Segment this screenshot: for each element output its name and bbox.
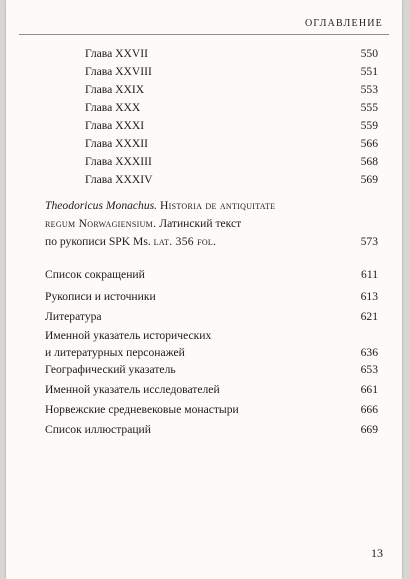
entry-label-line-2: и литературных персонажей [45,346,185,359]
entry-label: Именной указатель исследователей [45,383,220,396]
toc-entry[interactable] [45,327,378,361]
latin-entry-source: по рукописи SPK Ms. [45,235,151,248]
entry-label: Глава XXX [85,101,141,114]
header-rule [19,34,389,35]
entry-page: 661 [360,383,378,396]
entry-page: 555 [360,101,378,114]
page-number: 13 [371,546,383,560]
entry-page: 568 [360,155,378,168]
entry-label-line-1: Именной указатель исторических [45,329,212,342]
entry-label: Глава XXVIII [85,65,152,78]
entry-page: 653 [360,363,378,376]
book-page [6,0,402,579]
latin-entry-line-3 [45,233,378,251]
latin-entry-title-part-2: regum Norwagiensium. [45,217,157,230]
entry-page: 613 [360,290,378,303]
entry-page: 550 [360,47,378,60]
entry-label: Рукописи и источники [45,290,156,303]
entry-page: 559 [360,119,378,132]
entry-page: 551 [360,65,378,78]
entry-page: 636 [360,346,378,359]
entry-page: 669 [360,423,378,436]
latin-entry-line-1 [45,197,378,215]
entry-label: Глава XXVII [85,47,148,60]
entry-page: 666 [360,403,378,416]
entry-label: Список иллюстраций [45,423,151,436]
entry-page: 553 [360,83,378,96]
latin-entry-shelfmark: lat. 356 fol. [153,235,217,248]
entry-label: Глава XXXIV [85,173,153,186]
entry-page: 611 [361,268,378,281]
entry-label: Список сокращений [45,268,145,281]
latin-entry-description: Латинский текст [159,217,242,230]
running-header: ОГЛАВЛЕНИЕ [305,18,383,29]
entry-label: Географический указатель [45,363,176,376]
entry-label: Норвежские средневековые монастыри [45,403,239,416]
latin-entry-author: Theodoricus Monachus. [45,199,158,212]
entry-label: Глава XXIX [85,83,145,96]
entry-label: Глава XXXII [85,137,148,150]
entry-label: Литература [45,310,102,323]
toc-entry-latin-text[interactable] [45,197,378,251]
entry-page: 573 [360,235,378,248]
entry-page: 566 [360,137,378,150]
entry-label: Глава XXXI [85,119,145,132]
entry-page: 621 [360,310,378,323]
entry-page: 569 [360,173,378,186]
latin-entry-title-part-1: Historia de antiquitate [159,199,276,212]
latin-entry-line-2 [45,215,378,233]
entry-label: Глава XXXIII [85,155,152,168]
